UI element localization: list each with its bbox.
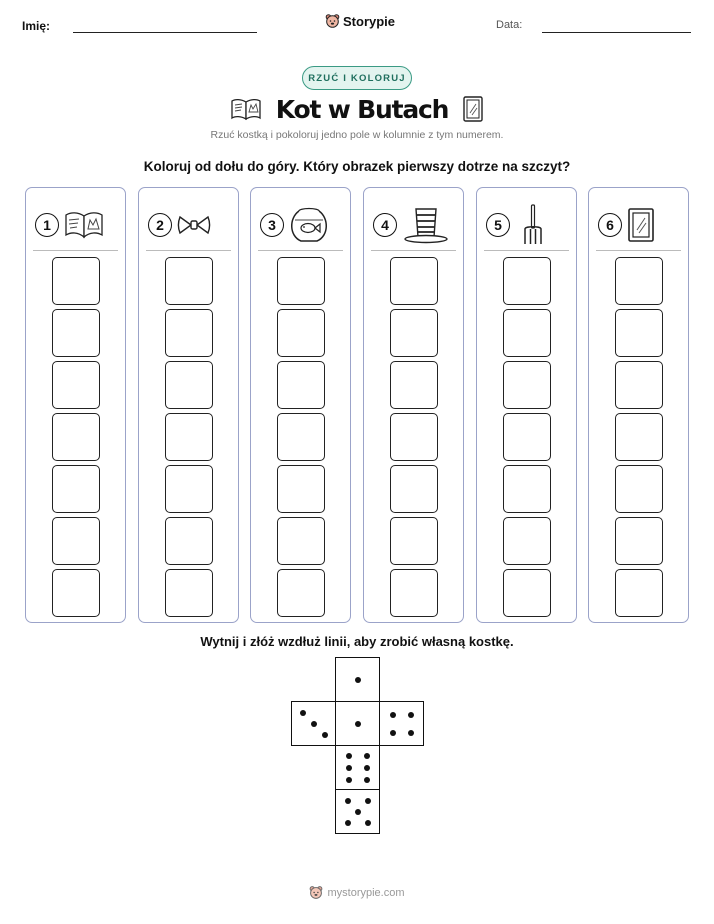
color-box[interactable] [165,257,213,305]
subtitle: Rzuć kostką i pokoloruj jedno pole w kolumnie z tym numerem. [210,129,504,141]
die-pip [408,730,414,736]
brand-logo [325,13,395,29]
color-box[interactable] [390,569,438,617]
column-number: 2 [148,213,172,237]
die-pip [390,730,396,736]
color-box[interactable] [165,413,213,461]
die-pip [346,765,352,771]
die-pip [311,721,317,727]
die-pip [355,677,361,683]
race-column-6 [588,187,689,623]
die-pip [364,753,370,759]
color-box[interactable] [52,309,100,357]
color-box[interactable] [277,413,325,461]
bear-mascot-icon [309,885,323,900]
color-box[interactable] [165,309,213,357]
footer [0,885,714,900]
column-divider [371,250,456,251]
color-box[interactable] [503,257,551,305]
color-box[interactable] [503,309,551,357]
die-pip [408,712,414,718]
die-face-4 [379,701,424,746]
rake-icon [515,204,551,246]
color-box[interactable] [615,309,663,357]
mirror-icon [627,207,655,243]
race-column-5 [476,187,577,623]
die-pip [346,753,352,759]
column-number: 1 [35,213,59,237]
color-box[interactable] [52,517,100,565]
name-label: Imię: [22,19,51,33]
color-box[interactable] [52,361,100,409]
die-pip [345,798,351,804]
column-divider [596,250,681,251]
column-header [260,206,342,244]
color-box[interactable] [615,361,663,409]
color-box[interactable] [390,361,438,409]
die-pip [346,777,352,783]
column-number: 5 [486,213,510,237]
color-box[interactable] [615,413,663,461]
color-box[interactable] [503,465,551,513]
color-box[interactable] [277,361,325,409]
bow-tie-icon [177,214,211,236]
color-box[interactable] [615,257,663,305]
color-box[interactable] [390,517,438,565]
instruction: Koloruj od dołu do góry. Który obrazek pierwszy dotrze na szczyt? [143,159,571,174]
die-face-2 [291,701,336,746]
color-box[interactable] [52,413,100,461]
date-line[interactable] [542,32,691,33]
color-box[interactable] [165,465,213,513]
striped-hat-icon [402,206,450,244]
race-column-4 [363,187,464,623]
column-number: 6 [598,213,622,237]
cut-instruction: Wytnij i złóż wzdłuż linii, aby zrobić własną kostkę. [200,634,514,649]
title-row [0,90,714,128]
die-pip [364,777,370,783]
die-pip [345,820,351,826]
color-box[interactable] [52,465,100,513]
color-box[interactable] [390,309,438,357]
color-box[interactable] [52,569,100,617]
column-divider [258,250,343,251]
color-box[interactable] [165,569,213,617]
color-box[interactable] [503,413,551,461]
die-face-1 [335,657,380,702]
column-header [598,206,680,244]
color-box[interactable] [165,517,213,565]
die-face-3 [335,701,380,746]
column-divider [146,250,231,251]
race-column-1 [25,187,126,623]
color-box[interactable] [277,309,325,357]
color-box[interactable] [277,257,325,305]
race-column-2 [138,187,239,623]
color-box[interactable] [503,517,551,565]
column-number: 4 [373,213,397,237]
bear-mascot-icon [325,13,340,29]
column-header [35,206,117,244]
name-line[interactable] [73,32,257,33]
color-box[interactable] [390,413,438,461]
column-header [486,206,568,244]
color-box[interactable] [390,465,438,513]
column-header [148,206,230,244]
die-pip [365,820,371,826]
die-face-6 [335,789,380,834]
storybook-icon [230,96,262,122]
color-box[interactable] [615,569,663,617]
page-title: Kot w Butach [275,94,449,124]
column-header [373,206,455,244]
die-face-5 [335,745,380,790]
storybook-icon [64,210,104,240]
die-pip [355,721,361,727]
color-box[interactable] [390,257,438,305]
die-pip [322,732,328,738]
brand-name: Storypie [343,13,396,29]
color-box[interactable] [615,517,663,565]
column-number: 3 [260,213,284,237]
race-column-3 [250,187,351,623]
column-divider [33,250,118,251]
color-box[interactable] [503,569,551,617]
color-box[interactable] [503,361,551,409]
fishbowl-icon [289,206,329,244]
color-box[interactable] [615,465,663,513]
die-pip [355,809,361,815]
die-pip [364,765,370,771]
activity-tag: RZUĆ I KOLORUJ [302,66,412,90]
color-box[interactable] [277,517,325,565]
footer-url: mystorypie.com [327,886,405,899]
color-box[interactable] [277,569,325,617]
die-pip [300,710,306,716]
color-box[interactable] [277,465,325,513]
column-divider [484,250,569,251]
die-pip [365,798,371,804]
mirror-icon [462,95,484,123]
die-pip [390,712,396,718]
color-box[interactable] [165,361,213,409]
color-box[interactable] [52,257,100,305]
date-label: Data: [496,19,523,31]
